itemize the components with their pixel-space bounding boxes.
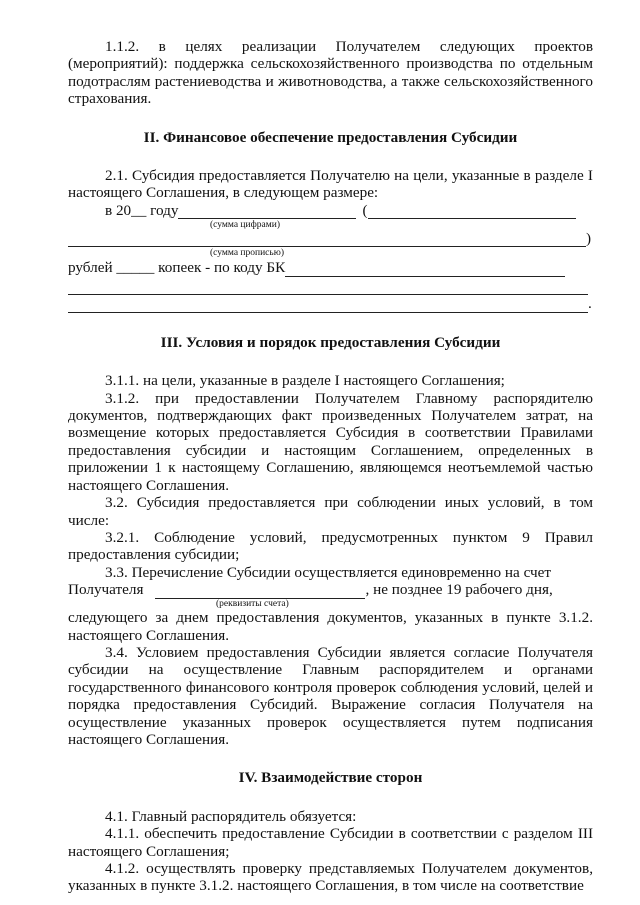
- year-label: в 20__ году: [105, 201, 179, 219]
- section-3-heading: III. Условия и порядок предоставления Субсидии: [160, 333, 501, 351]
- clause-4-1-2: 4.1.2. осуществлять проверку представляемых Получателем документов, указанных в пункте 3.1.2. настоящего Соглашения, в том числе на соответствие: [68, 860, 593, 895]
- end-dot: .: [588, 295, 592, 313]
- section-4-heading: IV. Взаимодействие сторон: [238, 769, 423, 787]
- clause-3-1-2: 3.1.2. при предоставлении Получателем Главному распорядителю документов, подтверждающих факт произведенных Получателем затрат, на возмещение которых предоставляется Субсидия в соответствии Правилами предоставления субсидии и настоящим Соглашением, определенных в приложении 1 к настоящему Соглашению, являющемся неотъемлемой частью настоящего Соглашения.: [68, 389, 593, 494]
- amount-words-blank-1[interactable]: [368, 204, 576, 219]
- kbk-code-blank[interactable]: [285, 262, 565, 277]
- recipient-deadline-text: , не позднее 19 рабочего дня,: [365, 581, 553, 599]
- clause-3-1-1: 3.1.1. на цели, указанные в разделе I настоящего Соглашения;: [105, 372, 505, 390]
- clause-3-3: 3.3. Перечисление Субсидии осуществляется единовременно на счет: [105, 563, 552, 581]
- agreement-page: [68, 38, 593, 895]
- kbk-row: [68, 259, 593, 277]
- blank-line-2-row: [68, 295, 593, 313]
- clause-3-3-continued: следующего за днем предоставления документов, указанных в пункте 3.1.2. настоящего Соглашения.: [68, 609, 593, 644]
- clause-4-1: 4.1. Главный распорядитель обязуется:: [105, 807, 357, 825]
- clause-3-2: 3.2. Субсидия предоставляется при соблюдении иных условий, в том числе:: [68, 494, 593, 529]
- clause-1-1-2: 1.1.2. в целях реализации Получателем следующих проектов (мероприятий): поддержка сельскохозяйственного производства по отдельным подотраслям растениеводства и животноводства, а также сельскохозяйственного страхования.: [68, 38, 593, 108]
- amount-words-blank-2[interactable]: [68, 232, 586, 247]
- caption-account-details: (реквизиты счета): [216, 599, 289, 610]
- clause-4-1-1: 4.1.1. обеспечить предоставление Субсидии в соответствии с разделом III настоящего Соглашения;: [68, 825, 593, 860]
- rubles-kopecks-label: рублей _____ копеек - по коду БК: [68, 259, 286, 277]
- close-paren: ): [586, 229, 592, 247]
- section-2-heading: II. Финансовое обеспечение предоставления Субсидии: [143, 128, 518, 146]
- amount-digits-blank[interactable]: [178, 204, 356, 219]
- account-details-blank[interactable]: [155, 584, 365, 599]
- recipient-label: Получателя: [68, 581, 144, 599]
- blank-line-2[interactable]: [68, 295, 588, 313]
- caption-sum-digits: (сумма цифрами): [210, 219, 280, 230]
- open-paren: (: [362, 201, 368, 219]
- clause-3-4: 3.4. Условием предоставления Субсидии является согласие Получателя субсидии на осуществление Главным распорядителем и органами государственного финансового контроля проверок соблюдения условий, целей и порядка предоставления Субсидий. Выражение согласия Получателя на осуществление указанных проверок осуществляется путем подписания настоящего Соглашения.: [68, 643, 593, 748]
- recipient-account-row: [68, 581, 593, 609]
- amount-digits-row: [68, 202, 593, 230]
- amount-words-row: [68, 230, 593, 259]
- clause-3-2-1: 3.2.1. Соблюдение условий, предусмотренных пунктом 9 Правил предоставления субсидии;: [68, 528, 593, 564]
- clause-2-1: 2.1. Субсидия предоставляется Получателю на цели, указанные в разделе I настоящего Соглашения, в следующем размере:: [68, 167, 593, 202]
- caption-sum-words: (сумма прописью): [210, 247, 284, 258]
